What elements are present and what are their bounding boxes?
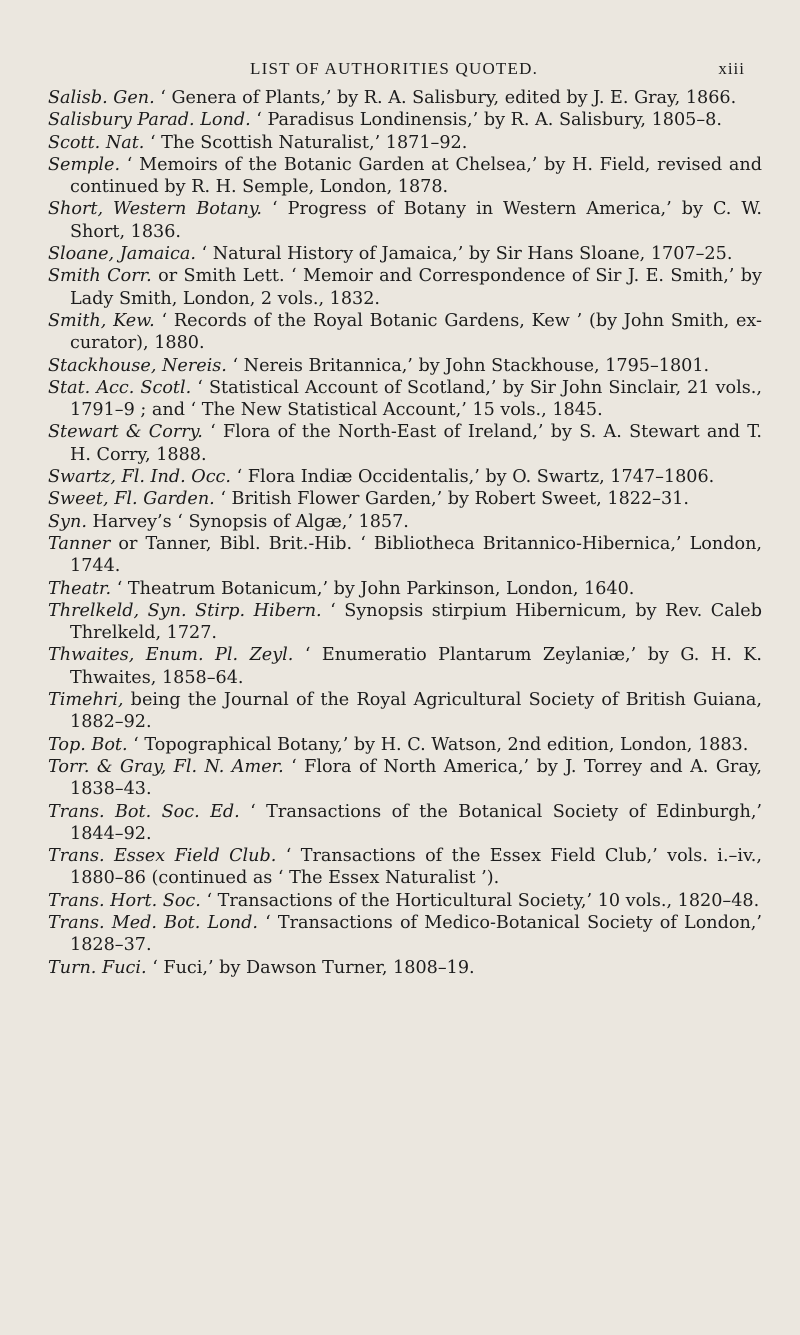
entry-text: ‘ Fuci,’ by Dawson Turner, 1808–19. [146, 957, 475, 978]
entry-text: ‘ Records of the Royal Botanic Gardens, Kew ’ (by John Smith, ex-curator), 1880. [70, 310, 762, 354]
entry-abbreviation: Threlkeld, Syn. Stirp. Hibern. [48, 600, 322, 621]
entry-text: ‘ Transactions of Medico-Botanical Society of London,’ 1828–37. [70, 912, 762, 956]
entry-text: ‘ British Flower Garden,’ by Robert Sweet, 1822–31. [214, 489, 689, 510]
authority-entry [48, 355, 762, 377]
entry-text: ‘ Nereis Britannica,’ by John Stackhouse, 1795–1801. [226, 355, 710, 376]
entry-text: Harvey’s ‘ Synopsis of Algæ,’ 1857. [86, 511, 409, 532]
entry-abbreviation: Swartz, Fl. Ind. Occ. [48, 467, 232, 488]
authority-entry [48, 243, 762, 265]
entry-text: being the Journal of the Royal Agricultural Society of British Guiana, 1882–92. [70, 690, 762, 733]
entry-abbreviation: Salisbury Parad. Lond. [48, 110, 251, 131]
authority-entry [48, 466, 762, 488]
entry-text: ‘ Flora of North America,’ by J. Torrey and A. Gray, 1838–43. [70, 756, 762, 800]
authority-entry [48, 600, 762, 645]
running-head-title: LIST OF AUTHORITIES QUOTED. [250, 59, 539, 78]
entry-text: ‘ Statistical Account of Scotland,’ by Sir John Sinclair, 21 vols., 1791–9 ; and ‘ The New Statistical Account,’ 15 vols., 1845. [70, 377, 762, 421]
entry-abbreviation: Sweet, Fl. Garden. [48, 489, 215, 510]
authority-entry [48, 734, 762, 756]
authorities-list [48, 87, 762, 979]
entry-text: ‘ Topographical Botany,’ by H. C. Watson, 2nd edition, London, 1883. [127, 734, 749, 755]
entry-abbreviation: Trans. Bot. Soc. Ed. [48, 801, 240, 822]
entry-abbreviation: Timehri, [48, 690, 124, 711]
running-head [0, 59, 800, 83]
entry-abbreviation: Scott. Nat. [48, 132, 145, 153]
entry-abbreviation: Short, Western Botany. [48, 199, 262, 220]
entry-abbreviation: Smith Corr. [48, 266, 152, 287]
entry-text: ‘ Paradisus Londinensis,’ by R. A. Salisbury, 1805–8. [250, 110, 722, 131]
authority-entry [48, 511, 762, 533]
entry-abbreviation: Semple. [48, 154, 121, 175]
entry-abbreviation: Sloane, Jamaica. [48, 244, 196, 265]
entry-text: ‘ Enumeratio Plantarum Zeylaniæ,’ by G. H. K. Thwaites, 1858–64. [70, 645, 762, 688]
entry-text: ‘ Synopsis stirpium Hibernicum, by Rev. Caleb Threlkeld, 1727. [70, 600, 762, 644]
entry-text: ‘ Memoirs of the Botanic Garden at Chelsea,’ by H. Field, revised and continued by R. H. Semple, London, 1878. [70, 154, 762, 198]
entry-text: ‘ Progress of Botany in Western America,’ by C. W. Short, 1836. [70, 199, 763, 242]
authority-entry [48, 644, 762, 689]
entry-abbreviation: Trans. Hort. Soc. [48, 890, 201, 911]
entry-abbreviation: Trans. Essex Field Club. [48, 846, 277, 867]
authority-entry [48, 154, 762, 199]
entry-abbreviation: Tanner [48, 533, 111, 554]
entry-abbreviation: Salisb. Gen. [48, 88, 155, 108]
entry-text: ‘ Natural History of Jamaica,’ by Sir Hans Sloane, 1707–25. [195, 244, 733, 265]
authority-entry [48, 488, 762, 510]
authority-entry [48, 310, 762, 355]
authority-entry [48, 198, 762, 243]
authority-entry [48, 109, 762, 131]
authority-entry [48, 845, 762, 890]
entry-text: ‘ Flora of the North-East of Ireland,’ by S. A. Stewart and T. H. Corry, 1888. [70, 422, 763, 465]
authority-entry [48, 533, 762, 578]
entry-abbreviation: Syn. [48, 511, 87, 532]
authority-entry [48, 912, 762, 957]
authority-entry [48, 689, 762, 734]
entry-abbreviation: Stat. Acc. Scotl. [48, 377, 192, 398]
entry-text: ‘ Transactions of the Essex Field Club,’ vols. i.–iv., 1880–86 (continued as ‘ The Essex Naturalist ’). [70, 846, 762, 889]
entry-abbreviation: Thwaites, Enum. Pl. Zeyl. [48, 645, 294, 666]
authority-entry [48, 890, 762, 912]
authority-entry [48, 377, 762, 422]
entry-abbreviation: Smith, Kew. [48, 310, 155, 331]
entry-abbreviation: Turn. Fuci. [48, 957, 147, 978]
entry-abbreviation: Theatr. [48, 578, 112, 599]
authority-entry [48, 132, 762, 154]
authority-entry [48, 265, 762, 310]
authority-entry [48, 87, 762, 109]
authority-entry [48, 801, 762, 846]
page-number: xiii [718, 59, 745, 78]
authority-entry [48, 421, 762, 466]
authority-entry [48, 578, 762, 600]
entry-text: ‘ The Scottish Naturalist,’ 1871–92. [144, 132, 468, 153]
entry-text: ‘ Transactions of the Botanical Society of Edinburgh,’ 1844–92. [70, 801, 763, 844]
entry-text: or Smith Lett. ‘ Memoir and Correspondence of Sir J. E. Smith,’ by Lady Smith, London, 2 vols., 1832. [70, 266, 762, 309]
authority-entry [48, 756, 762, 801]
entry-abbreviation: Top. Bot. [48, 734, 128, 755]
entry-abbreviation: Torr. & Gray, Fl. N. Amer. [48, 756, 284, 777]
entry-abbreviation: Stewart & Corry. [48, 422, 203, 443]
entry-text: ‘ Theatrum Botanicum,’ by John Parkinson, London, 1640. [111, 578, 635, 599]
entry-text: or Tanner, Bibl. Brit.-Hib. ‘ Bibliotheca Britannico-Hibernica,’ London, 1744. [70, 533, 762, 577]
entry-text: ‘ Flora Indiæ Occidentalis,’ by O. Swartz, 1747–1806. [231, 467, 715, 488]
entry-abbreviation: Stackhouse, Nereis. [48, 355, 227, 376]
entry-text: ‘ Genera of Plants,’ by R. A. Salisbury, edited by J. E. Gray, 1866. [154, 88, 737, 108]
entry-text: ‘ Transactions of the Horticultural Society,’ 10 vols., 1820–48. [200, 890, 760, 911]
entry-abbreviation: Trans. Med. Bot. Lond. [48, 912, 258, 933]
authority-entry [48, 957, 762, 979]
